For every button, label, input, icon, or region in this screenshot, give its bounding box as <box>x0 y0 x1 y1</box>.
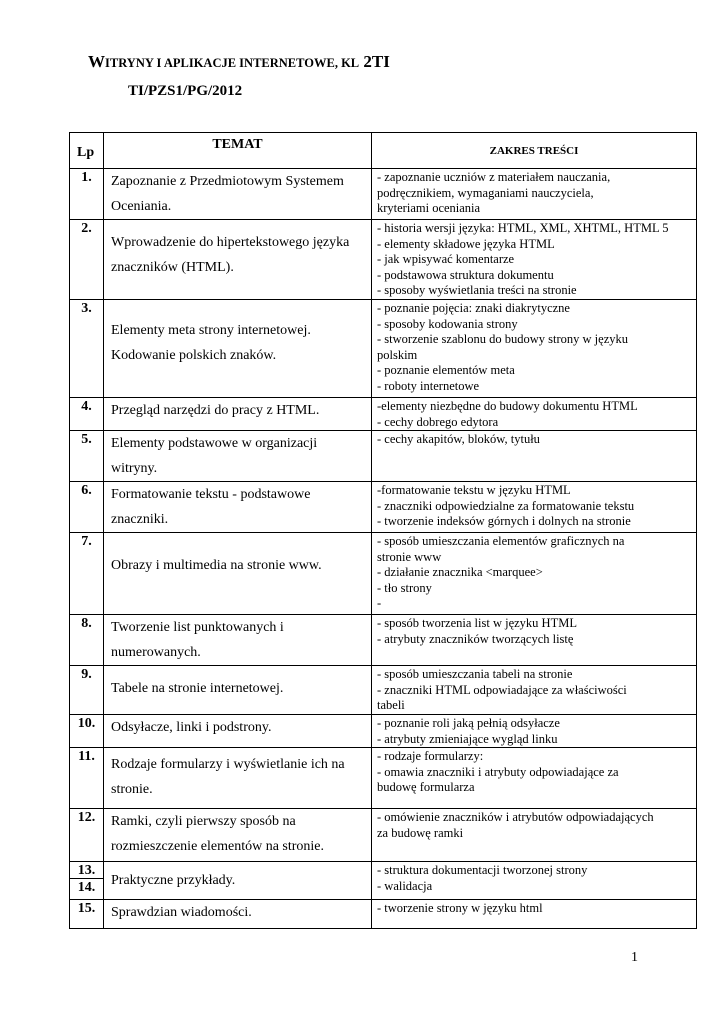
row-number: 6. <box>70 482 104 533</box>
row-content: - cechy akapitów, bloków, tytułu <box>372 431 697 482</box>
row-topic: Przegląd narzędzi do pracy z HTML. <box>104 398 372 431</box>
table-row <box>70 615 697 666</box>
table-row <box>70 169 697 220</box>
table-row <box>70 431 697 482</box>
row-topic: Obrazy i multimedia na stronie www. <box>104 533 372 615</box>
title-rest: ITRYNY I APLIKACJE INTERNETOWE, KL <box>105 56 360 70</box>
table-row <box>70 862 697 879</box>
table-row <box>70 809 697 862</box>
row-number: 15. <box>70 900 104 929</box>
row-number: 13. <box>70 862 104 879</box>
row-content: - zapoznanie uczniów z materiałem nauczania, podręcznikiem, wymaganiami nauczyciela, kryteriami oceniania <box>372 169 697 220</box>
row-content: - historia wersji języka: HTML, XML, XHTML, HTML 5 - elementy składowe języka HTML - jak wpisywać komentarze - podstawowa struktura dokumentu - sposoby wyświetlania treści na stronie <box>372 220 697 300</box>
row-content: - rodzaje formularzy: - omawia znaczniki i atrybuty odpowiadające za budowę formularza <box>372 748 697 809</box>
row-topic: Elementy podstawowe w organizacji witryny. <box>104 431 372 482</box>
row-topic: Odsyłacze, linki i podstrony. <box>104 715 372 748</box>
header-zakres: ZAKRES TREŚCI <box>372 133 697 169</box>
row-number: 14. <box>70 879 104 900</box>
row-content: - sposób umieszczania tabeli na stronie - znaczniki HTML odpowiadające za właściwości tabeli <box>372 666 697 715</box>
row-content: - poznanie pojęcia: znaki diakrytyczne - sposoby kodowania strony - stworzenie szablonu do budowy strony w języku polskim - poznanie elementów meta - roboty internetowe <box>372 300 697 398</box>
row-content: - tworzenie strony w języku html <box>372 900 697 929</box>
row-content: - omówienie znaczników i atrybutów odpowiadających za budowę ramki <box>372 809 697 862</box>
document-title <box>88 52 390 72</box>
row-content: -elementy niezbędne do budowy dokumentu HTML - cechy dobrego edytora <box>372 398 697 431</box>
table-row <box>70 900 697 929</box>
row-topic: Tabele na stronie internetowej. <box>104 666 372 715</box>
header-lp: Lp <box>70 133 104 169</box>
row-content: - struktura dokumentacji tworzonej strony - walidacja <box>372 862 697 900</box>
table-row <box>70 220 697 300</box>
title-initial: W <box>88 52 105 71</box>
row-content: - poznanie roli jaką pełnią odsyłacze - atrybuty zmieniające wygląd linku <box>372 715 697 748</box>
row-number: 9. <box>70 666 104 715</box>
row-content: -formatowanie tekstu w języku HTML - znaczniki odpowiedzialne za formatowanie tekstu - tworzenie indeksów górnych i dolnych na stronie <box>372 482 697 533</box>
row-topic: Praktyczne przykłady. <box>104 862 372 900</box>
row-topic: Sprawdzian wiadomości. <box>104 900 372 929</box>
row-topic: Elementy meta strony internetowej. Kodowanie polskich znaków. <box>104 300 372 398</box>
row-content: - sposób tworzenia list w języku HTML - atrybuty znaczników tworzących listę <box>372 615 697 666</box>
row-content: - sposób umieszczania elementów graficznych na stronie www - działanie znacznika <marquee> - tło strony - <box>372 533 697 615</box>
row-number: 4. <box>70 398 104 431</box>
table-row <box>70 533 697 615</box>
row-number: 11. <box>70 748 104 809</box>
row-number: 5. <box>70 431 104 482</box>
row-topic: Wprowadzenie do hipertekstowego języka znaczników (HTML). <box>104 220 372 300</box>
table-row <box>70 748 697 809</box>
table-row <box>70 482 697 533</box>
table-header-row <box>70 133 697 169</box>
document-subtitle: TI/PZS1/PG/2012 <box>128 83 243 99</box>
table-row <box>70 715 697 748</box>
title-class: 2TI <box>359 52 390 71</box>
row-number: 8. <box>70 615 104 666</box>
row-number: 1. <box>70 169 104 220</box>
page-number: 1 <box>631 950 638 965</box>
curriculum-table <box>69 132 697 929</box>
row-topic: Zapoznanie z Przedmiotowym Systemem Oceniania. <box>104 169 372 220</box>
row-number: 12. <box>70 809 104 862</box>
header-temat: TEMAT <box>104 133 372 169</box>
table-row <box>70 300 697 398</box>
row-topic: Formatowanie tekstu - podstawowe znaczniki. <box>104 482 372 533</box>
row-topic: Tworzenie list punktowanych i numerowanych. <box>104 615 372 666</box>
row-number: 7. <box>70 533 104 615</box>
table-row <box>70 666 697 715</box>
row-number: 10. <box>70 715 104 748</box>
row-number: 3. <box>70 300 104 398</box>
row-topic: Ramki, czyli pierwszy sposób na rozmieszczenie elementów na stronie. <box>104 809 372 862</box>
table-row <box>70 398 697 431</box>
row-number: 2. <box>70 220 104 300</box>
row-topic: Rodzaje formularzy i wyświetlanie ich na stronie. <box>104 748 372 809</box>
